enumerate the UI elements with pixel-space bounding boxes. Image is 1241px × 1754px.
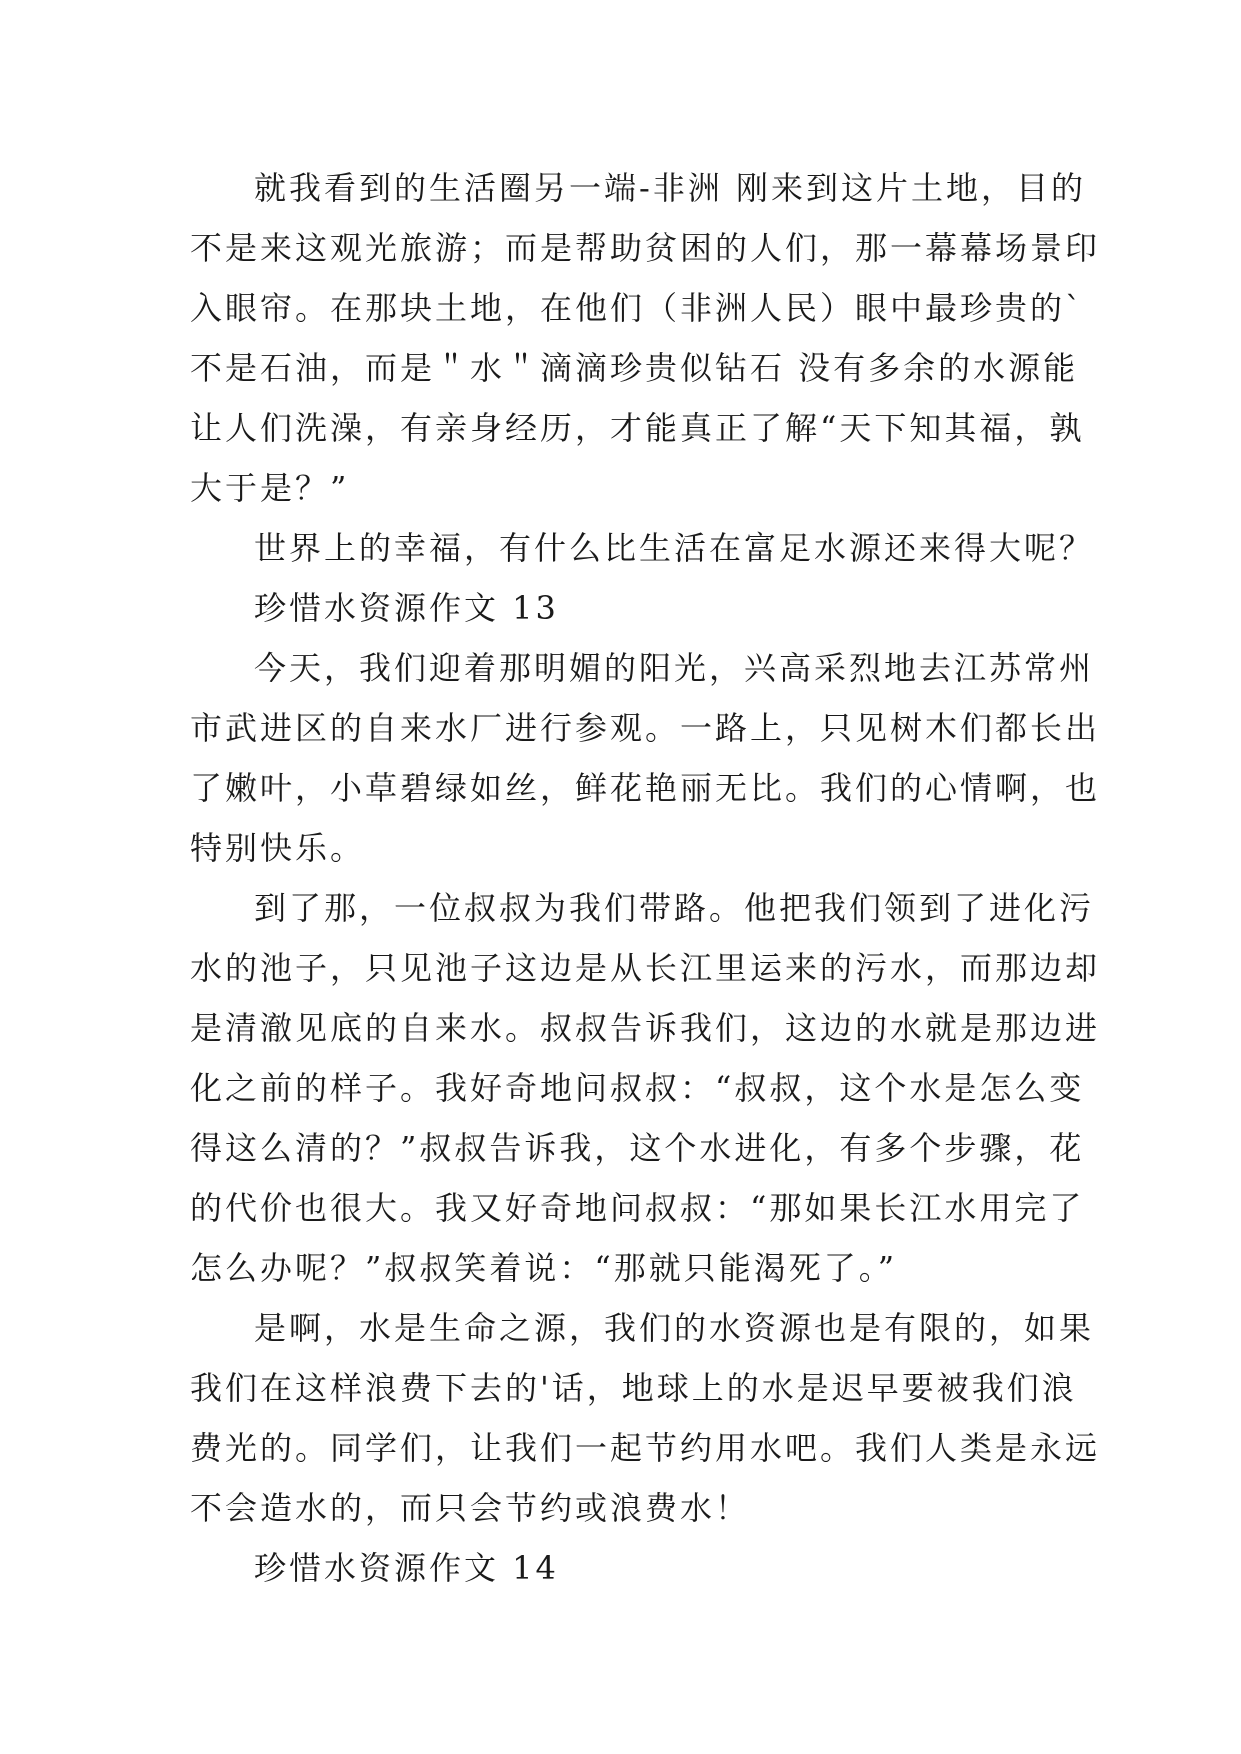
text-line: 让人们洗澡，有亲身经历，才能真正了解“天下知其福，孰 [190,409,1085,447]
text-line: 不会造水的，而只会节约或浪费水！ [190,1489,751,1527]
text-line: 市武进区的自来水厂进行参观。一路上，只见树木们都长出 [190,709,1101,747]
text-line: 珍惜水资源作文 13 [254,589,559,627]
text-line: 是啊，水是生命之源，我们的水资源也是有限的，如果 [254,1309,1095,1347]
text-line: 我们在这样浪费下去的'话，地球上的水是迟早要被我们浪 [190,1369,1077,1407]
text-line: 了嫩叶，小草碧绿如丝，鲜花艳丽无比。我们的心情啊，也 [190,769,1101,807]
text-line: 特别快乐。 [190,829,366,867]
text-line: 化之前的样子。我好奇地问叔叔：“叔叔，这个水是怎么变 [190,1069,1085,1107]
text-line: 世界上的幸福，有什么比生活在富足水源还来得大呢？ [254,529,1095,567]
text-line: 大于是？” [190,469,350,507]
text-line: 不是来这观光旅游；而是帮助贫困的人们，那一幕幕场景印 [190,229,1101,267]
text-line: 得这么清的？”叔叔告诉我，这个水进化，有多个步骤，花 [190,1129,1085,1167]
document-page [190,158,1101,1598]
text-line: 入眼帘。在那块土地，在他们（非洲人民）眼中最珍贵的` [190,289,1085,327]
text-line: 的代价也很大。我又好奇地问叔叔：“那如果长江水用完了 [190,1189,1085,1227]
text-line: 是清澈见底的自来水。叔叔告诉我们，这边的水就是那边进 [190,1009,1101,1047]
text-line: 就我看到的生活圈另一端-非洲 刚来到这片土地，目的 [254,169,1086,207]
text-line: 费光的。同学们，让我们一起节约用水吧。我们人类是永远 [190,1429,1101,1467]
text-line: 到了那，一位叔叔为我们带路。他把我们领到了进化污 [254,889,1095,927]
document-body [190,158,1101,1598]
text-line: 水的池子，只见池子这边是从长江里运来的污水，而那边却 [190,949,1101,987]
text-line: 珍惜水资源作文 14 [254,1549,559,1587]
text-line: 今天，我们迎着那明媚的阳光，兴高采烈地去江苏常州 [254,649,1095,687]
text-line: 不是石油，而是＂水＂滴滴珍贵似钻石 没有多余的水源能 [190,349,1079,387]
text-line: 怎么办呢？”叔叔笑着说：“那就只能渴死了。” [190,1249,898,1287]
